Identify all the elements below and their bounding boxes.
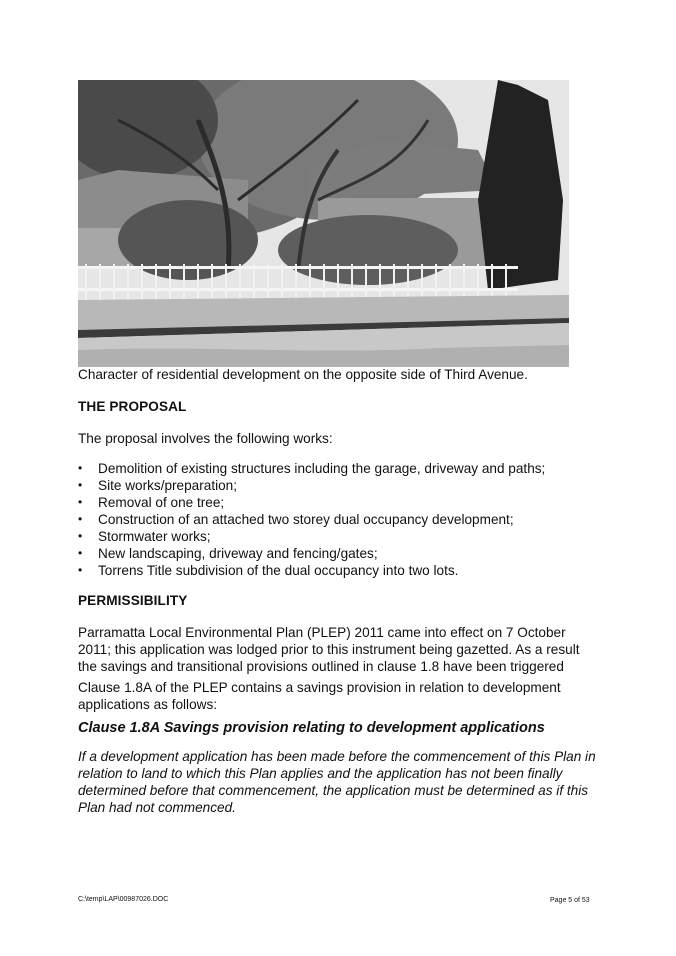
- proposal-intro: The proposal involves the following works:: [78, 431, 333, 446]
- list-item: • Demolition of existing structures including the garage, driveway and paths;: [78, 460, 545, 477]
- list-item: • New landscaping, driveway and fencing/gates;: [78, 545, 545, 562]
- proposal-heading: THE PROPOSAL: [78, 399, 187, 414]
- list-item: • Stormwater works;: [78, 528, 545, 545]
- list-item: • Site works/preparation;: [78, 477, 545, 494]
- footer-file-path: C:\temp\LAP\00987026.DOC: [78, 896, 169, 903]
- clause-text: If a development application has been made before the commencement of this Plan in relation to land to which this Plan applies and the application has not been finally determined before that commencement, the application must be determined as if this Plan had not commenced.: [78, 749, 596, 815]
- permissibility-heading: PERMISSIBILITY: [78, 593, 188, 608]
- works-list: [78, 460, 545, 579]
- permissibility-paragraph: Parramatta Local Environmental Plan (PLEP) 2011 came into effect on 7 October 2011; this application was lodged prior to this instrument being gazetted. As a result the savings and transitional provisions outlined in clause 1.8 have been triggered: [78, 625, 580, 674]
- list-item: • Removal of one tree;: [78, 494, 545, 511]
- photo-caption: Character of residential development on the opposite side of Third Avenue.: [78, 367, 528, 382]
- list-item: • Construction of an attached two storey dual occupancy development;: [78, 511, 545, 528]
- streetscape-photo: [78, 80, 569, 367]
- page-number: Page 5 of 53: [550, 897, 590, 904]
- list-item: • Torrens Title subdivision of the dual occupancy into two lots.: [78, 562, 545, 579]
- clause-heading: Clause 1.8A Savings provision relating to development applications: [78, 720, 545, 736]
- savings-provision-paragraph: Clause 1.8A of the PLEP contains a savings provision in relation to development applications as follows:: [78, 680, 561, 712]
